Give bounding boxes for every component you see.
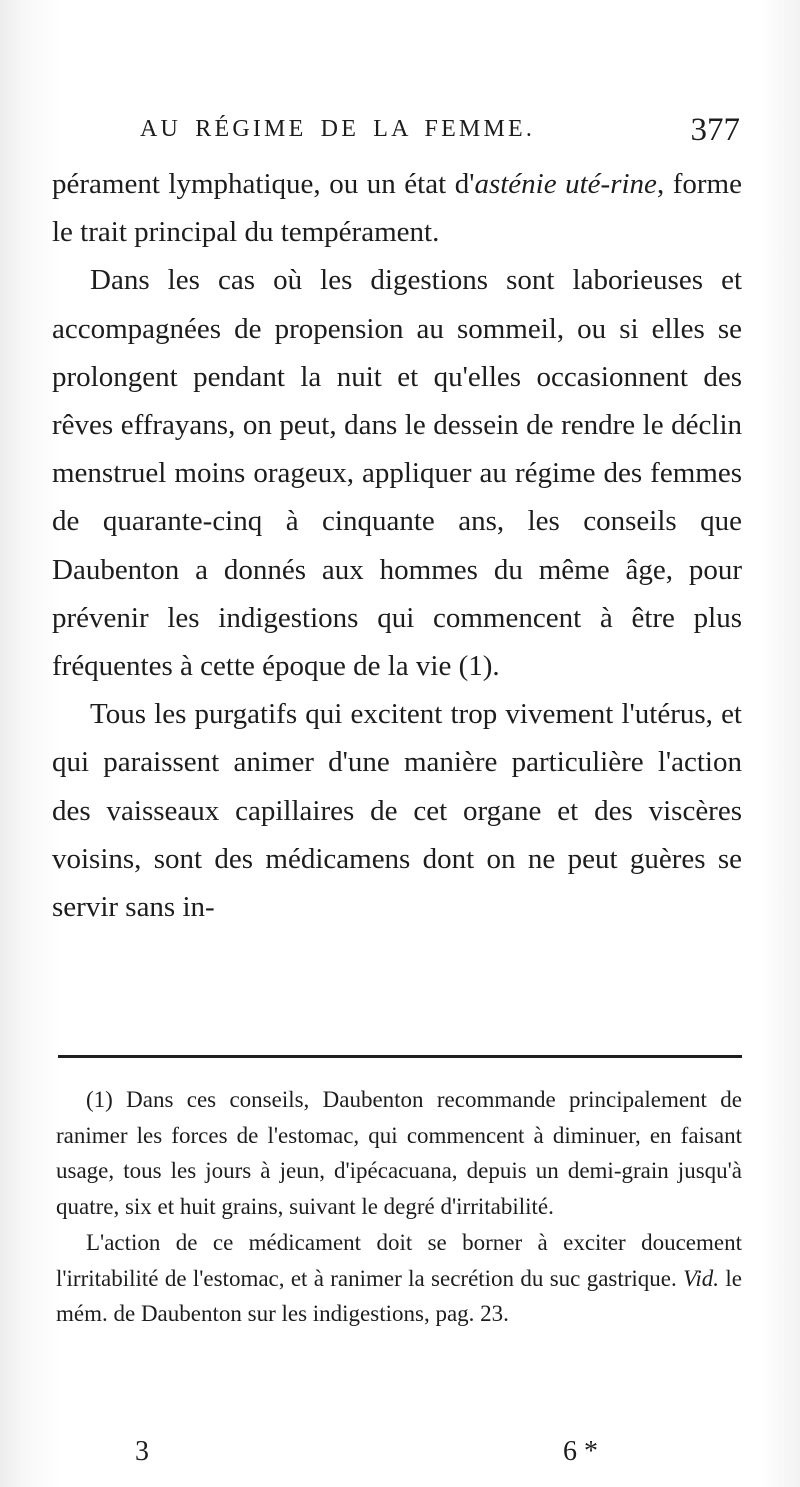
footnote-divider (58, 1055, 742, 1058)
text-span: L'action de ce médicament doit se borner à exciter doucement l'irritabilité de l'estomac, et à ranimer la secrétion du suc gastrique. (56, 1229, 742, 1291)
paragraph-purgatifs: Tous les purgatifs qui excitent trop vivement l'utérus, et qui paraissent animer d'une manière particulière l'action des vaisseaux capillaires de cet organe et des viscères voisins, sont des médicamens dont on ne peut guères se servir sans in- (52, 698, 742, 924)
italic-abbrev: Vid. (683, 1265, 720, 1291)
text-span: le mém. de Daubenton sur les indigestions, pag. 23. (56, 1265, 742, 1327)
signature-mark: 3 (135, 1436, 149, 1467)
page-number: 377 (690, 112, 740, 148)
page-header (140, 112, 740, 152)
paragraph-continuation (52, 160, 742, 256)
text-span: , forme le trait principal du tempérament. (52, 168, 742, 249)
paragraph-digestions: Dans les cas où les digestions sont laborieuses et accompagnées de propension au sommeil, ou si elles se prolongent pendant la nuit et qu'elles occasionnent des rêves effrayans, on peut, dans le dessein de rendre le déclin menstruel moins orageux, appliquer au régime des femmes de quarante-cinq à cinquante ans, les conseils que Daubenton a donnés aux hommes du même âge, pour prévenir les indigestions qui commencent à être plus fréquentes à cette époque de la vie (1). (52, 264, 742, 683)
footnote-1: (1) Dans ces conseils, Daubenton recommande principalement de ranimer les forces de l'estomac, qui commencent à diminuer, en faisant usage, tous les jours à jeun, d'ipécacuana, depuis un demi-grain jusqu'à quatre, six et huit grains, suivant le degré d'irritabilité. (56, 1087, 742, 1220)
running-title: AU RÉGIME DE LA FEMME. (140, 116, 536, 142)
main-text (52, 160, 742, 931)
italic-term: asténie uté-rine (474, 168, 657, 200)
footnote-1-continuation (56, 1225, 742, 1332)
footnotes (56, 1082, 742, 1332)
text-span: pérament lymphatique, ou un état d' (52, 168, 475, 200)
signature-mark-right: 6 * (563, 1436, 598, 1467)
